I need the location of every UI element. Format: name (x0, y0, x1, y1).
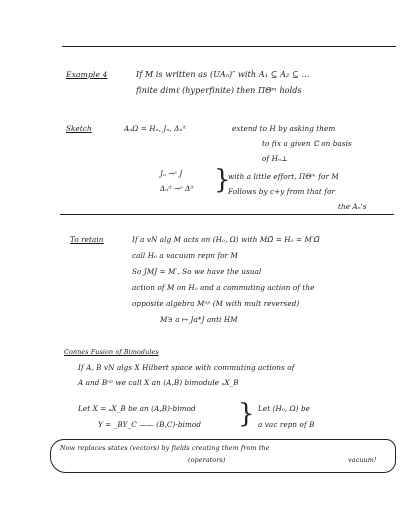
sketch-line-7: with a little effort, ΠΘᵐ for M (228, 172, 339, 181)
fusion-line-3: Let X = ₐX_B be an (A,B)-bimod (78, 404, 196, 413)
retain-line-4: action of M on H₀ and a commuting action of the (132, 283, 315, 292)
retain-line-1: If a vN alg M acts on (H₀, Ω) with MΩ̅ = H₀ = M′Ω̅ (132, 235, 320, 244)
note-line-3: vacuum! (348, 456, 377, 464)
note-line-1: Now replaces states (vectors) by fields creating them from the (60, 444, 270, 452)
fusion-line-2: A and Bᵒᵖ we call X an (A,B) bimodule ₐX_B (78, 378, 239, 387)
sketch-line-1: AₙΩ = Hₙ, Jₙ, Δₙⁱᵗ (124, 124, 186, 133)
fusion-brace: } (238, 399, 255, 429)
retain-line-5: opposite algebra Mᵒᵖ (M with mult reversed) (132, 299, 300, 308)
sketch-line-3: to fix a given ℂ on basis (262, 139, 352, 148)
example-4-line-1: If M is written as (UAₙ)″ with A₁ ⊆ A₂ ⊆ … (136, 70, 310, 79)
sketch-line-9: the Aₙ's (338, 202, 367, 211)
retain-line-2: call H₀ a vacuum repn for M (132, 251, 238, 260)
retain-line-3: So JMJ = M′, So we have the usual (132, 267, 262, 276)
sketch-brace: } (214, 165, 231, 195)
retain-heading: To retain (70, 235, 104, 244)
fusion-heading: Connes Fusion of Bimodules (64, 348, 159, 356)
sketch-line-4: of Hₙ⊥ (262, 154, 288, 163)
example-4-heading: Example 4 (66, 70, 108, 79)
retain-line-6: M∋ a ↦ Ja*J anti HM (160, 315, 238, 324)
fusion-line-1: If A, B vN algs X Hilbert space with commuting actions of (78, 363, 295, 372)
sketch-divider (60, 214, 394, 215)
sketch-line-6: Δₙⁱᵗ →ˢ Δⁱᵗ (160, 184, 194, 193)
example-4-line-2: finite dimℓ (hyperfinite) then ΠΘᵐ holds (136, 86, 302, 95)
fusion-line-5: Let (H₀, Ω) be (258, 404, 311, 413)
note-line-2: (operators) (188, 456, 226, 464)
sketch-heading: Sketch (66, 124, 92, 133)
fusion-line-4: Y = _BY_C —— (B,C)-bimod (98, 420, 202, 429)
sketch-line-5: Jₙ →ˢ J (160, 169, 183, 178)
fusion-line-6: a vac repn of B (258, 420, 315, 429)
sketch-line-2: extend to H by asking them (232, 124, 336, 133)
sketch-line-8: Follows by c+y from that for (228, 187, 336, 196)
top-divider (62, 46, 396, 47)
